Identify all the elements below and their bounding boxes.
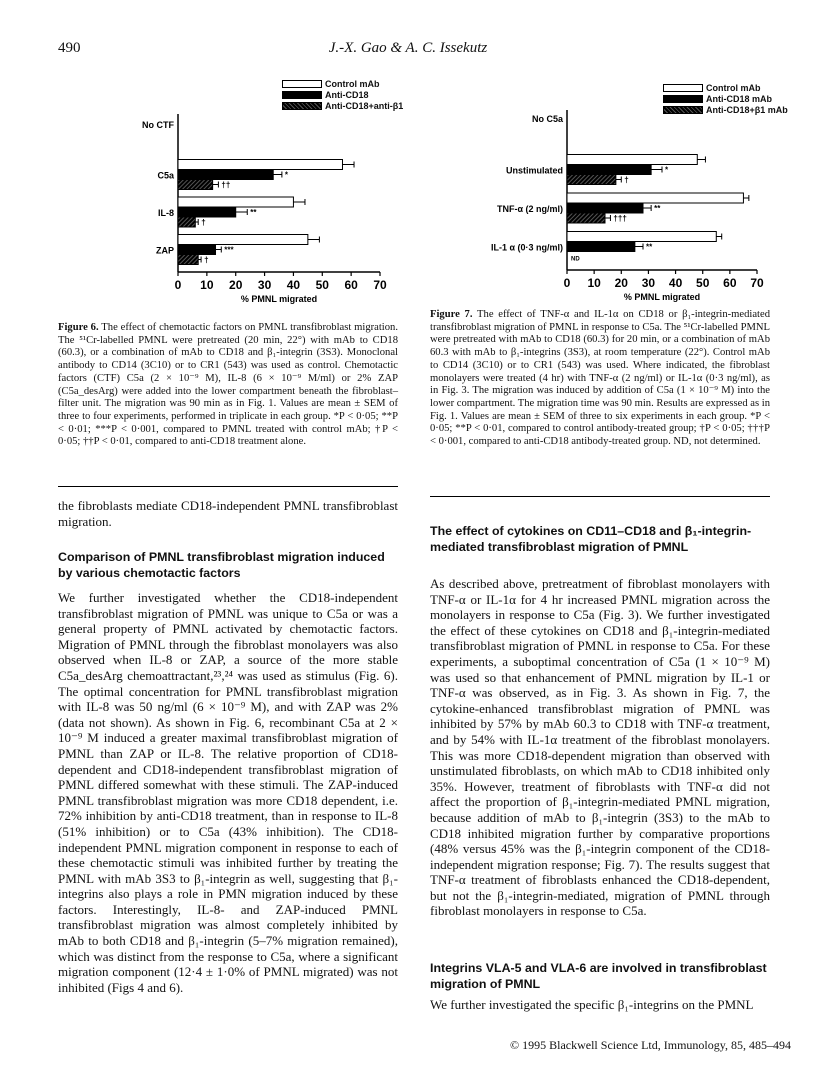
bar [567, 203, 643, 213]
x-tick-label: 60 [344, 278, 358, 292]
left-body-paragraph: We further investigated whether the CD18-independent transfibroblast migration of PMNL was unique to C5a or was a general property of PMNL activated by chemotactic factors. Migration of PMNL through the fibroblast monolayers was also observed when IL-8 or ZAP, a source of the more stable C5a_desArg chemoattractant,²³,²⁴ was used as stimulus (Fig. 6). The optimal concentration for PMNL transfibroblast migration with IL-8 was 50 ng/ml (6 × 10⁻⁹ M), and with ZAP was 2% (data not shown). As shown in Fig. 6, recombinant C5a at 2 × 10⁻⁹ M induced a greater maximal transfibroblast migration of PMNL than ZAP or IL-8. The relative proportion of CD18-dependent and CD18-independent transfibroblast migration of PMNL differed somewhat with these stimuli. The ZAP-induced PMNL transfibroblast migration was more CD18 dependent, i.e. 72% inhibition by anti-CD18 treatment, than in response to IL-8 (51% inhibition) or to C5a (43% inhibition). The CD18-independent PMNL migration component in response to each of these chemotactic stimuli was inhibited further by treating the PMNL with mAb 3S3 to β₁-integrin as well, suggesting that β₁-integrins also plays a role in PMN migration induced by these factors. Interestingly, IL-8- and ZAP-induced PMNL transfibroblast migration was almost completely inhibited by mAb to both CD18 and β₁-integrin (5–7% migration remained), which was distinct from the response to C5a, where a significant migration component (12·4 ± 1·0% of PMNL migrated) was not inhibited (Figs 4 and 6). [58, 590, 398, 995]
x-tick-label: 20 [229, 278, 243, 292]
x-tick-label: 10 [587, 276, 601, 290]
significance-marker: * [284, 170, 289, 180]
running-header-authors: J.-X. Gao & A. C. Issekutz [328, 40, 488, 56]
x-tick-label: 50 [315, 278, 329, 292]
legend-label: Anti-CD18 mAb [706, 93, 773, 104]
figure-6-plot [120, 70, 410, 310]
x-tick-label: 0 [174, 278, 182, 292]
category-label: Unstimulated [505, 165, 563, 176]
not-determined-label: ND [571, 256, 580, 263]
significance-marker: † [624, 175, 629, 185]
figure-6-rule [58, 486, 398, 487]
x-tick-label: 30 [257, 278, 272, 292]
significance-marker: ** [646, 242, 653, 252]
x-tick-label: 50 [696, 276, 710, 290]
category-label: IL-1 α (0·3 ng/ml) [490, 242, 563, 253]
bar [178, 235, 308, 245]
figure-7-caption-label: Figure 7. [430, 309, 473, 320]
x-tick-label: 40 [668, 276, 683, 290]
x-axis-label: % PMNL migrated [240, 294, 318, 304]
right-body-paragraph-2: We further investigated the specific β₁-integrins on the PMNL [430, 997, 754, 1012]
figure-6-caption-label: Figure 6. [58, 322, 99, 333]
bar [567, 232, 716, 242]
x-tick-label: 70 [750, 276, 764, 290]
bar [178, 207, 236, 217]
figure-6-chart [120, 70, 410, 310]
legend-label: Control mAb [706, 82, 761, 93]
x-tick-label: 10 [200, 278, 214, 292]
significance-marker: * [665, 165, 669, 175]
x-axis-label: % PMNL migrated [623, 292, 701, 302]
section-heading-vla: Integrins VLA-5 and VLA-6 are involved in transfibroblast migration of PMNL [430, 961, 767, 991]
bar [567, 165, 651, 175]
right-body-paragraph: As described above, pretreatment of fibroblast monolayers with TNF-α or IL-1α for 4 hr increased PMNL migration across the monolayers in response to C5a (Fig. 3). We further investigated the effect of these cytokines on CD18 and β₁-integrin-mediated transfibroblast migration of PMNL in response to C5a. For these experiments, a suboptimal concentration of C5a (1 × 10⁻⁹ M) was used so that enhancement of PMNL migration by IL-1 or TNF-α was observed, as in Fig. 3. As shown in Fig. 7, the cytokine-enhanced transfibroblast migration of PMNL was inhibited by 57% by mAb 60.3 to CD18 with TNF-α treatment, and by 54% with IL-1α treatment of the fibroblast monolayers. This was more CD18-dependent migration than observed with unstimulated fibroblasts, on which mAb to CD18 inhibited only 35%. However, treatment of fibroblasts with TNF-α did not affect the proportion of β₁-integrin-mediated PMNL migration, because addition of mAb to β₁-integrin (3S3) to the mAb to CD18 inhibited migration further by comparative proportions (48% versus 45% was the β₁-integrin component of the CD18-independent migration response; Fig. 7). The results suggest that TNF-α treatment of fibroblasts enhanced the CD18-dependent, but not the β₁-integrin-mediated, migration of PMNL through fibroblast monolayers in response to C5a. [430, 576, 770, 919]
legend-label: Anti-CD18+anti-β1 [325, 100, 404, 111]
bar [567, 155, 697, 165]
page-number: 490 [58, 40, 81, 56]
bar [567, 242, 635, 252]
category-label: TNF-α (2 ng/ml) [496, 204, 563, 214]
section-heading-chemotactic: Comparison of PMNL transfibroblast migration induced by various chemotactic factors [58, 550, 385, 580]
category-label: IL-8 [157, 208, 174, 218]
figure-7-chart [490, 70, 790, 302]
figure-6-caption-text: The effect of chemotactic factors on PMNL transfibroblast migration. The ⁵¹Cr-labelled PMNL were pretreated (20 min, 22°) with mAb to CD18 (60.3), or a combination of mAb to CD18 and β₁-integrin (3S3). Monoclonal antibody to CD14 (3C10) or to CR1 (543) was used as control. Chemotactic factors (CTF) C5a (2 × 10⁻⁹ M), IL-8 (6 × 10⁻⁹ M/ml) or 2% ZAP (C5a_desArg) were added into the lower compartment beneath the fibroblast–filter unit. The migration was 90 min as in Fig. 1. Values are mean ± SEM of three to four experiments, performed in triplicate in each group. *P < 0·05; **P < 0·01; ***P < 0·001, compared to PMNL treated with control mAb; †P < 0·05; ††P < 0·01, compared to anti-CD18 treatment alone. [58, 322, 398, 448]
figure-7-caption-text: The effect of TNF-α and IL-1α on CD18 or β₁-integrin-mediated transfibroblast migration of PMNL in response to C5a. The ⁵¹Cr-labelled PMNL were pretreated with mAb to CD18 (60.3) for 20 min, or a combination of mAb 60.3 with mAb to β₁-integrins (3S3), at room temperature (22°). Control mAb to CD14 (3C10) or to CR1 (543) was used. Where indicated, the fibroblast monolayers were treated (4 hr) with TNF-α (2 ng/ml) or IL-1α (0·3 ng/ml), as in Fig. 3. The migration was induced by addition of C5a (1 × 10⁻⁹ M) into the lower compartment. The migration time was 90 min. Results are expressed as in Fig. 1. Values are mean ± SEM of three to six experiments in each group. *P < 0·05; **P < 0·01, compared to control antibody-treated group; †P < 0·05; †††P < 0·001, compared to anti-CD18 antibody-treated group. ND, not determined. [430, 309, 771, 448]
category-label: No CTF [142, 120, 174, 130]
footer-copyright: © 1995 Blackwell Science Ltd, Immunology, 85, 485–494 [510, 1038, 791, 1052]
bar [567, 193, 743, 203]
category-label: C5a [157, 170, 174, 181]
bar [178, 170, 273, 180]
significance-marker: ††† [613, 214, 627, 223]
figure-7-rule [430, 496, 770, 497]
significance-marker: † [204, 255, 209, 265]
significance-marker: ** [654, 204, 661, 213]
significance-marker: ** [250, 208, 257, 217]
bar [178, 197, 293, 207]
x-tick-label: 0 [563, 276, 571, 290]
legend-label: Control mAb [325, 78, 380, 89]
bar [178, 180, 213, 190]
legend-label: Anti-CD18 [325, 89, 369, 100]
bar [178, 160, 342, 170]
bar [567, 175, 616, 185]
significance-marker: *** [224, 245, 234, 255]
bar [178, 255, 198, 265]
x-tick-label: 40 [286, 278, 301, 292]
significance-marker: † [201, 218, 206, 227]
bar [567, 213, 605, 223]
category-label: No C5a [531, 114, 563, 124]
figure-6-caption [58, 322, 398, 449]
figure-7-plot [490, 70, 790, 302]
significance-marker: †† [221, 180, 231, 190]
x-tick-label: 20 [614, 276, 628, 290]
figure-7-caption [430, 309, 770, 449]
x-tick-label: 60 [723, 276, 737, 290]
bar [178, 217, 195, 227]
legend-label: Anti-CD18+β1 mAb [706, 104, 788, 115]
category-label: ZAP [156, 245, 174, 256]
section-heading-cytokines: The effect of cytokines on CD11–CD18 and β₁-integrin-mediated transfibroblast migration of PMNL [430, 524, 752, 554]
left-para-continued: the fibroblasts mediate CD18-independent PMNL transfibroblast migration. [58, 498, 398, 529]
x-tick-label: 70 [373, 278, 387, 292]
bar [178, 245, 216, 255]
x-tick-label: 30 [641, 276, 656, 290]
